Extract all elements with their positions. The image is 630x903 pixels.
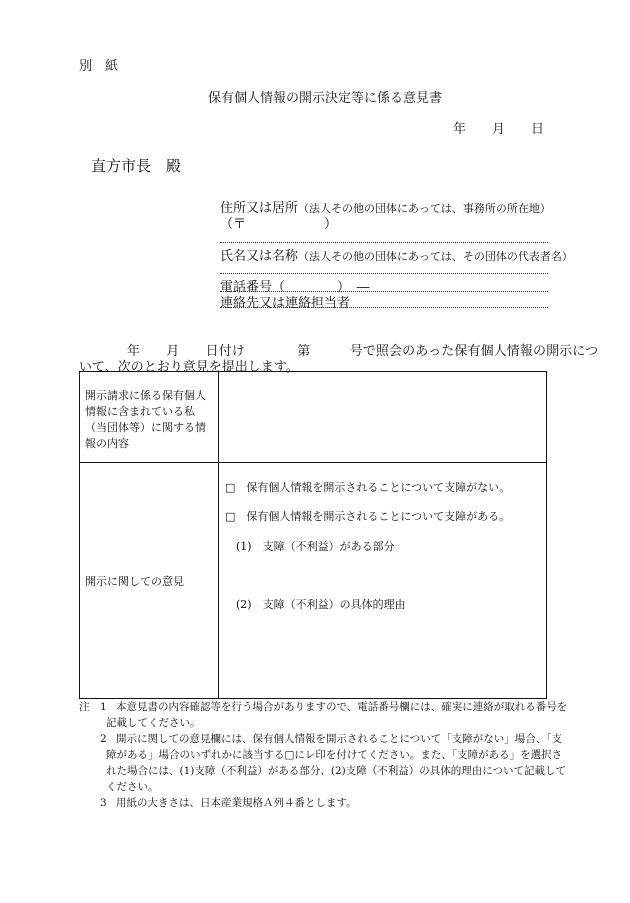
address-label: 住所又は居所 (220, 201, 299, 216)
name-field (220, 245, 573, 264)
option-no-issue[interactable] (225, 479, 510, 495)
opinion-input-cell (219, 463, 547, 699)
contact-dotted-line (220, 307, 548, 308)
issue-reason-heading: (2) 支障（不利益）の具体的理由 (236, 598, 406, 611)
info-content-label-line: 報の内容 (85, 437, 129, 450)
checkbox-icon[interactable]: □ (225, 510, 236, 523)
option-no-issue-label: 保有個人情報を開示されることについて支障がない。 (246, 481, 511, 494)
note-1-line-2: 記載してください。 (106, 717, 201, 729)
issue-part-heading: (1) 支障（不利益）がある部分 (236, 540, 395, 553)
opinion-table (79, 371, 547, 699)
addressee: 直方市長 殿 (91, 157, 182, 175)
contact-field: 連絡先又は連絡担当者 (220, 296, 351, 311)
checkbox-icon[interactable]: □ (225, 481, 236, 494)
name-note: （法人その他の団体にあっては、その団体の代表者名） (298, 250, 573, 263)
document-title: 保有個人情報の開示決定等に係る意見書 (208, 91, 443, 106)
intro-line-1: 年 月 日付け 第 号で照会のあった保有個人情報の開示につ (127, 344, 599, 359)
info-content-label-line: 開示請求に係る保有個人 (85, 389, 206, 402)
date-line: 年 月 日 (453, 122, 545, 137)
address-dotted-line (220, 242, 548, 243)
info-content-input-cell[interactable] (219, 372, 547, 463)
info-content-label-line: 情報に含まれている私 (85, 405, 195, 418)
attachment-label: 別 紙 (79, 59, 119, 74)
intro-line-2: いて、次のとおり意見を提出します。 (79, 360, 299, 375)
note-1-line-1: 本意見書の内容確認等を行う場合がありますので、電話番号欄には、確実に連絡が取れる番号を (116, 701, 568, 713)
name-label: 氏名又は名称 (220, 249, 299, 264)
postal-code-field: （〒 ） (220, 217, 338, 232)
note-2-line-2: 障がある」場合のいずれかに該当する□にレ印を付けてください。また、「支障がある」を選択さ (106, 749, 563, 761)
option-issue-label: 保有個人情報を開示されることについて支障がある。 (246, 510, 511, 523)
note-3-line-1: 用紙の大きさは、日本産業規格Ａ列４番とします。 (116, 797, 357, 809)
note-number: 1 (100, 701, 107, 713)
note-2-line-3: れた場合には、(1)支障（不利益）がある部分、(2)支障（不利益）の具体的理由について記載して (106, 765, 567, 777)
table-row (80, 372, 547, 463)
phone-field: 電話番号（ ） ― (220, 280, 370, 295)
table-row (80, 463, 547, 699)
info-content-label-cell (80, 372, 219, 463)
opinion-label: 開示に関しての意見 (85, 574, 184, 588)
address-note: （法人その他の団体にあっては、事務所の所在地） (298, 202, 551, 215)
opinion-label-cell (80, 463, 219, 699)
note-2-line-4: ください。 (106, 781, 159, 793)
note-number: 3 (100, 797, 107, 809)
notes-lead: 注 (79, 701, 90, 713)
name-dotted-line (220, 273, 548, 274)
note-number: 2 (100, 733, 107, 745)
info-content-label-line: （当団体等）に関する情 (85, 421, 206, 434)
note-2-line-1: 開示に関しての意見欄には、保有個人情報を開示されることについて「支障がない」場合、「支 (116, 733, 563, 745)
option-issue[interactable] (225, 508, 510, 524)
